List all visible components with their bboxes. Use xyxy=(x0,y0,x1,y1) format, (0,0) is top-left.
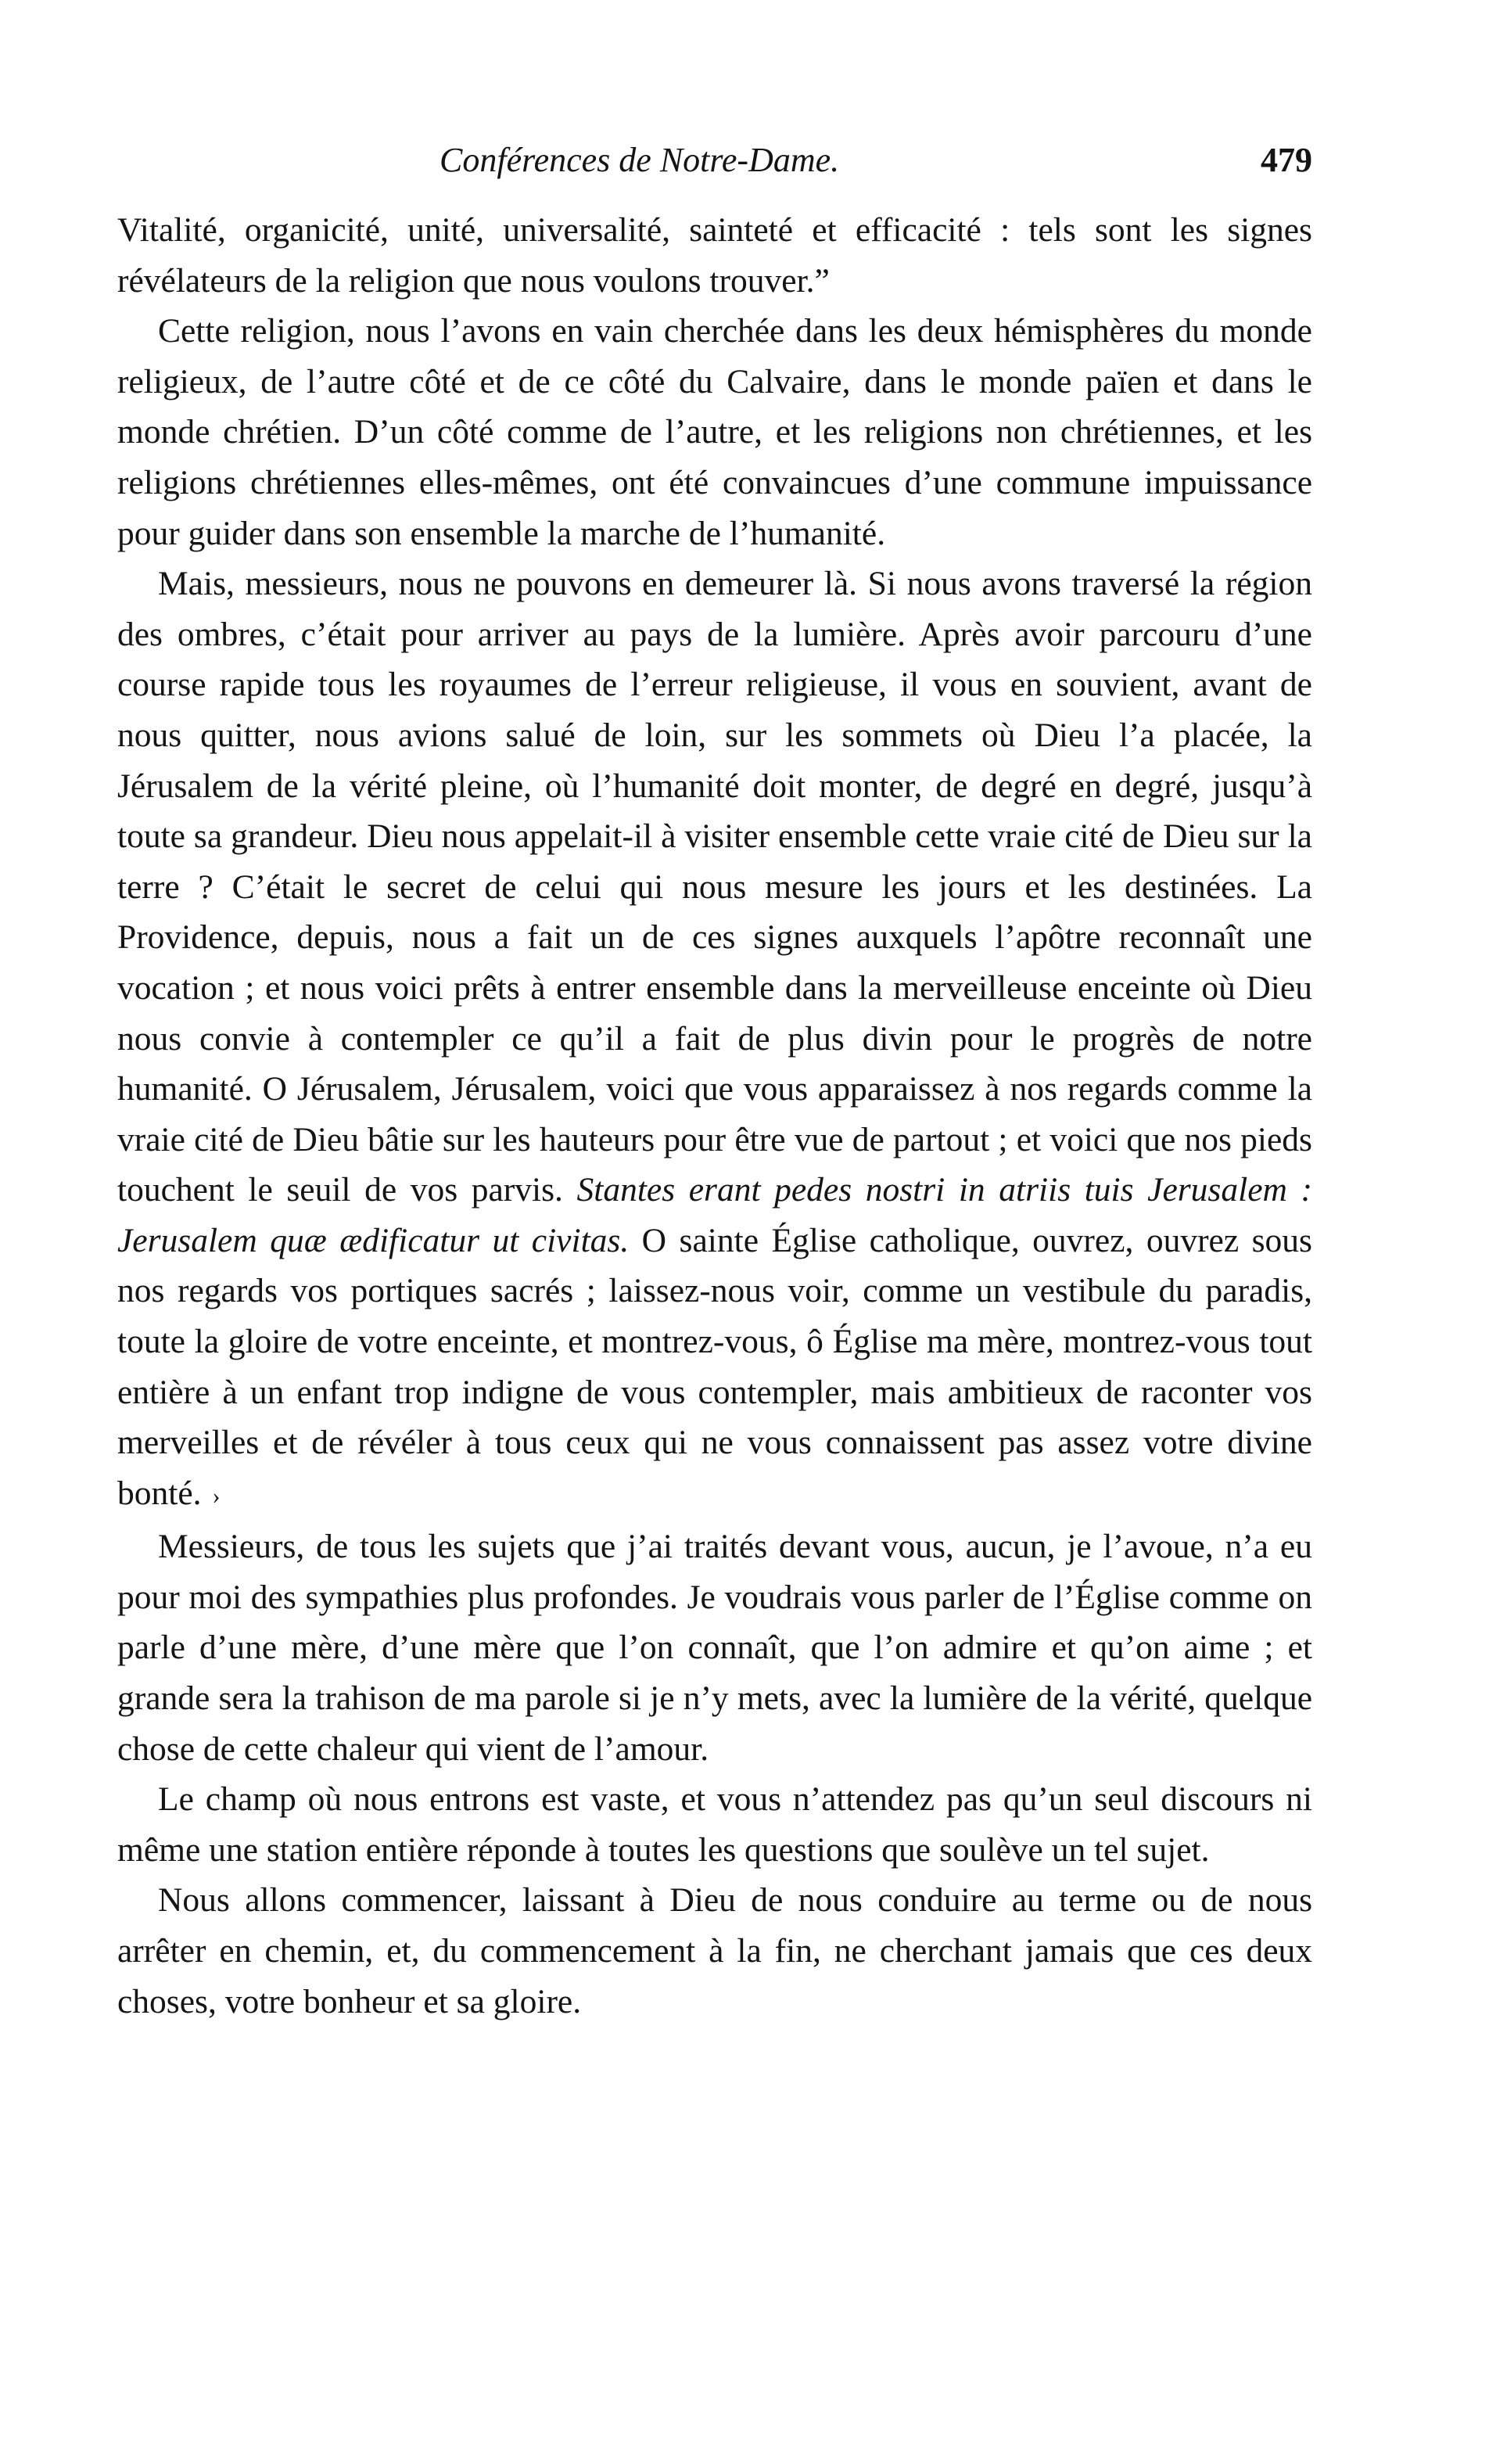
page-number: 479 xyxy=(1261,141,1312,179)
running-title: Conférences de Notre-Dame. xyxy=(440,141,840,179)
paragraph-6: Nous allons commencer, laissant à Dieu de nous conduire au terme ou de nous arrêter en chemin, et, du commencement à la fin, ne cherchant jamais que ces deux choses, votre bonheur et sa gloire. xyxy=(117,1881,1312,2020)
paragraph-3-text-after: O sainte Église catholique, ouvrez, ouvrez sous nos regards vos portiques sacrés ; laissez-nous voir, comme un vestibule du paradis, toute la gloire de votre enceinte, et montrez-vous, ô Église ma mère, montrez-vous tout entière à un enfant trop indigne de vous contempler, mais ambitieux de raconter vos merveilles et de révéler à tous ceux qui ne vous connaissent pas assez votre divine bonté. xyxy=(117,1221,1312,1512)
paragraph-3-text-before: Mais, messieurs, nous ne pouvons en demeurer là. Si nous avons traversé la région des ombres, c’était pour arriver au pays de la lumière. Après avoir parcouru d’une course rapide tous les royaumes de l’erreur religieuse, il vous en souvient, avant de nous quitter, nous avions salué de loin, sur les sommets où Dieu l’a placée, la Jérusalem de la vérité pleine, où l’humanité doit monter, de degré en degré, jusqu’à toute sa grandeur. Dieu nous appelait-il à visiter ensemble cette vraie cité de Dieu sur la terre ? C’était le secret de celui qui nous mesure les jours et les destinées. La Providence, depuis, nous a fait un de ces signes auxquels l’apôtre reconnaît une vocation ; et nous voici prêts à entrer ensemble dans la merveilleuse enceinte où Dieu nous convie à contempler ce qu’il a fait de plus divin pour le progrès de notre humanité. O Jérusalem, Jérusalem, voici que vous apparaissez à nos regards comme la vraie cité de Dieu bâtie sur les hauteurs pour être vue de partout ; et voici que nos pieds touchent le seuil de vos parvis. xyxy=(117,565,1312,1209)
margin-mark: › xyxy=(212,1482,221,1509)
latin-quotation: Stantes erant pedes nostri in atriis tuis Jerusalem : Jerusalem quæ ædificatur ut civitas. xyxy=(117,1171,1312,1259)
paragraph-2: Cette religion, nous l’avons en vain cherchée dans les deux hémisphères du monde religieux, de l’autre côté et de ce côté du Calvaire, dans le monde païen et dans le monde chrétien. D’un côté comme de l’autre, et les religions non chrétiennes, et les religions chrétiennes elles-mêmes, ont été convaincues d’une commune impuissance pour guider dans son ensemble la marche de l’humanité. xyxy=(117,312,1312,552)
paragraph-3 xyxy=(117,559,1312,1521)
paragraph-1: Vitalité, organicité, unité, universalité, sainteté et efficacité : tels sont les signes révélateurs de la religion que nous voulons trouver.” xyxy=(117,211,1312,300)
paragraph-4: Messieurs, de tous les sujets que j’ai traités devant vous, aucun, je l’avoue, n’a eu pour moi des sympathies plus profondes. Je voudrais vous parler de l’Église comme on parle d’une mère, d’une mère que l’on connaît, que l’on admire et qu’on aime ; et grande sera la trahison de ma parole si je n’y mets, avec la lumière de la vérité, quelque chose de cette chaleur qui vient de l’amour. xyxy=(117,1528,1312,1768)
paragraph-5: Le champ où nous entrons est vaste, et vous n’attendez pas qu’un seul discours ni même une station entière réponde à toutes les questions que soulève un tel sujet. xyxy=(117,1780,1312,1869)
running-head xyxy=(117,133,1312,188)
book-page xyxy=(117,133,1312,2027)
body-text xyxy=(117,205,1312,2027)
